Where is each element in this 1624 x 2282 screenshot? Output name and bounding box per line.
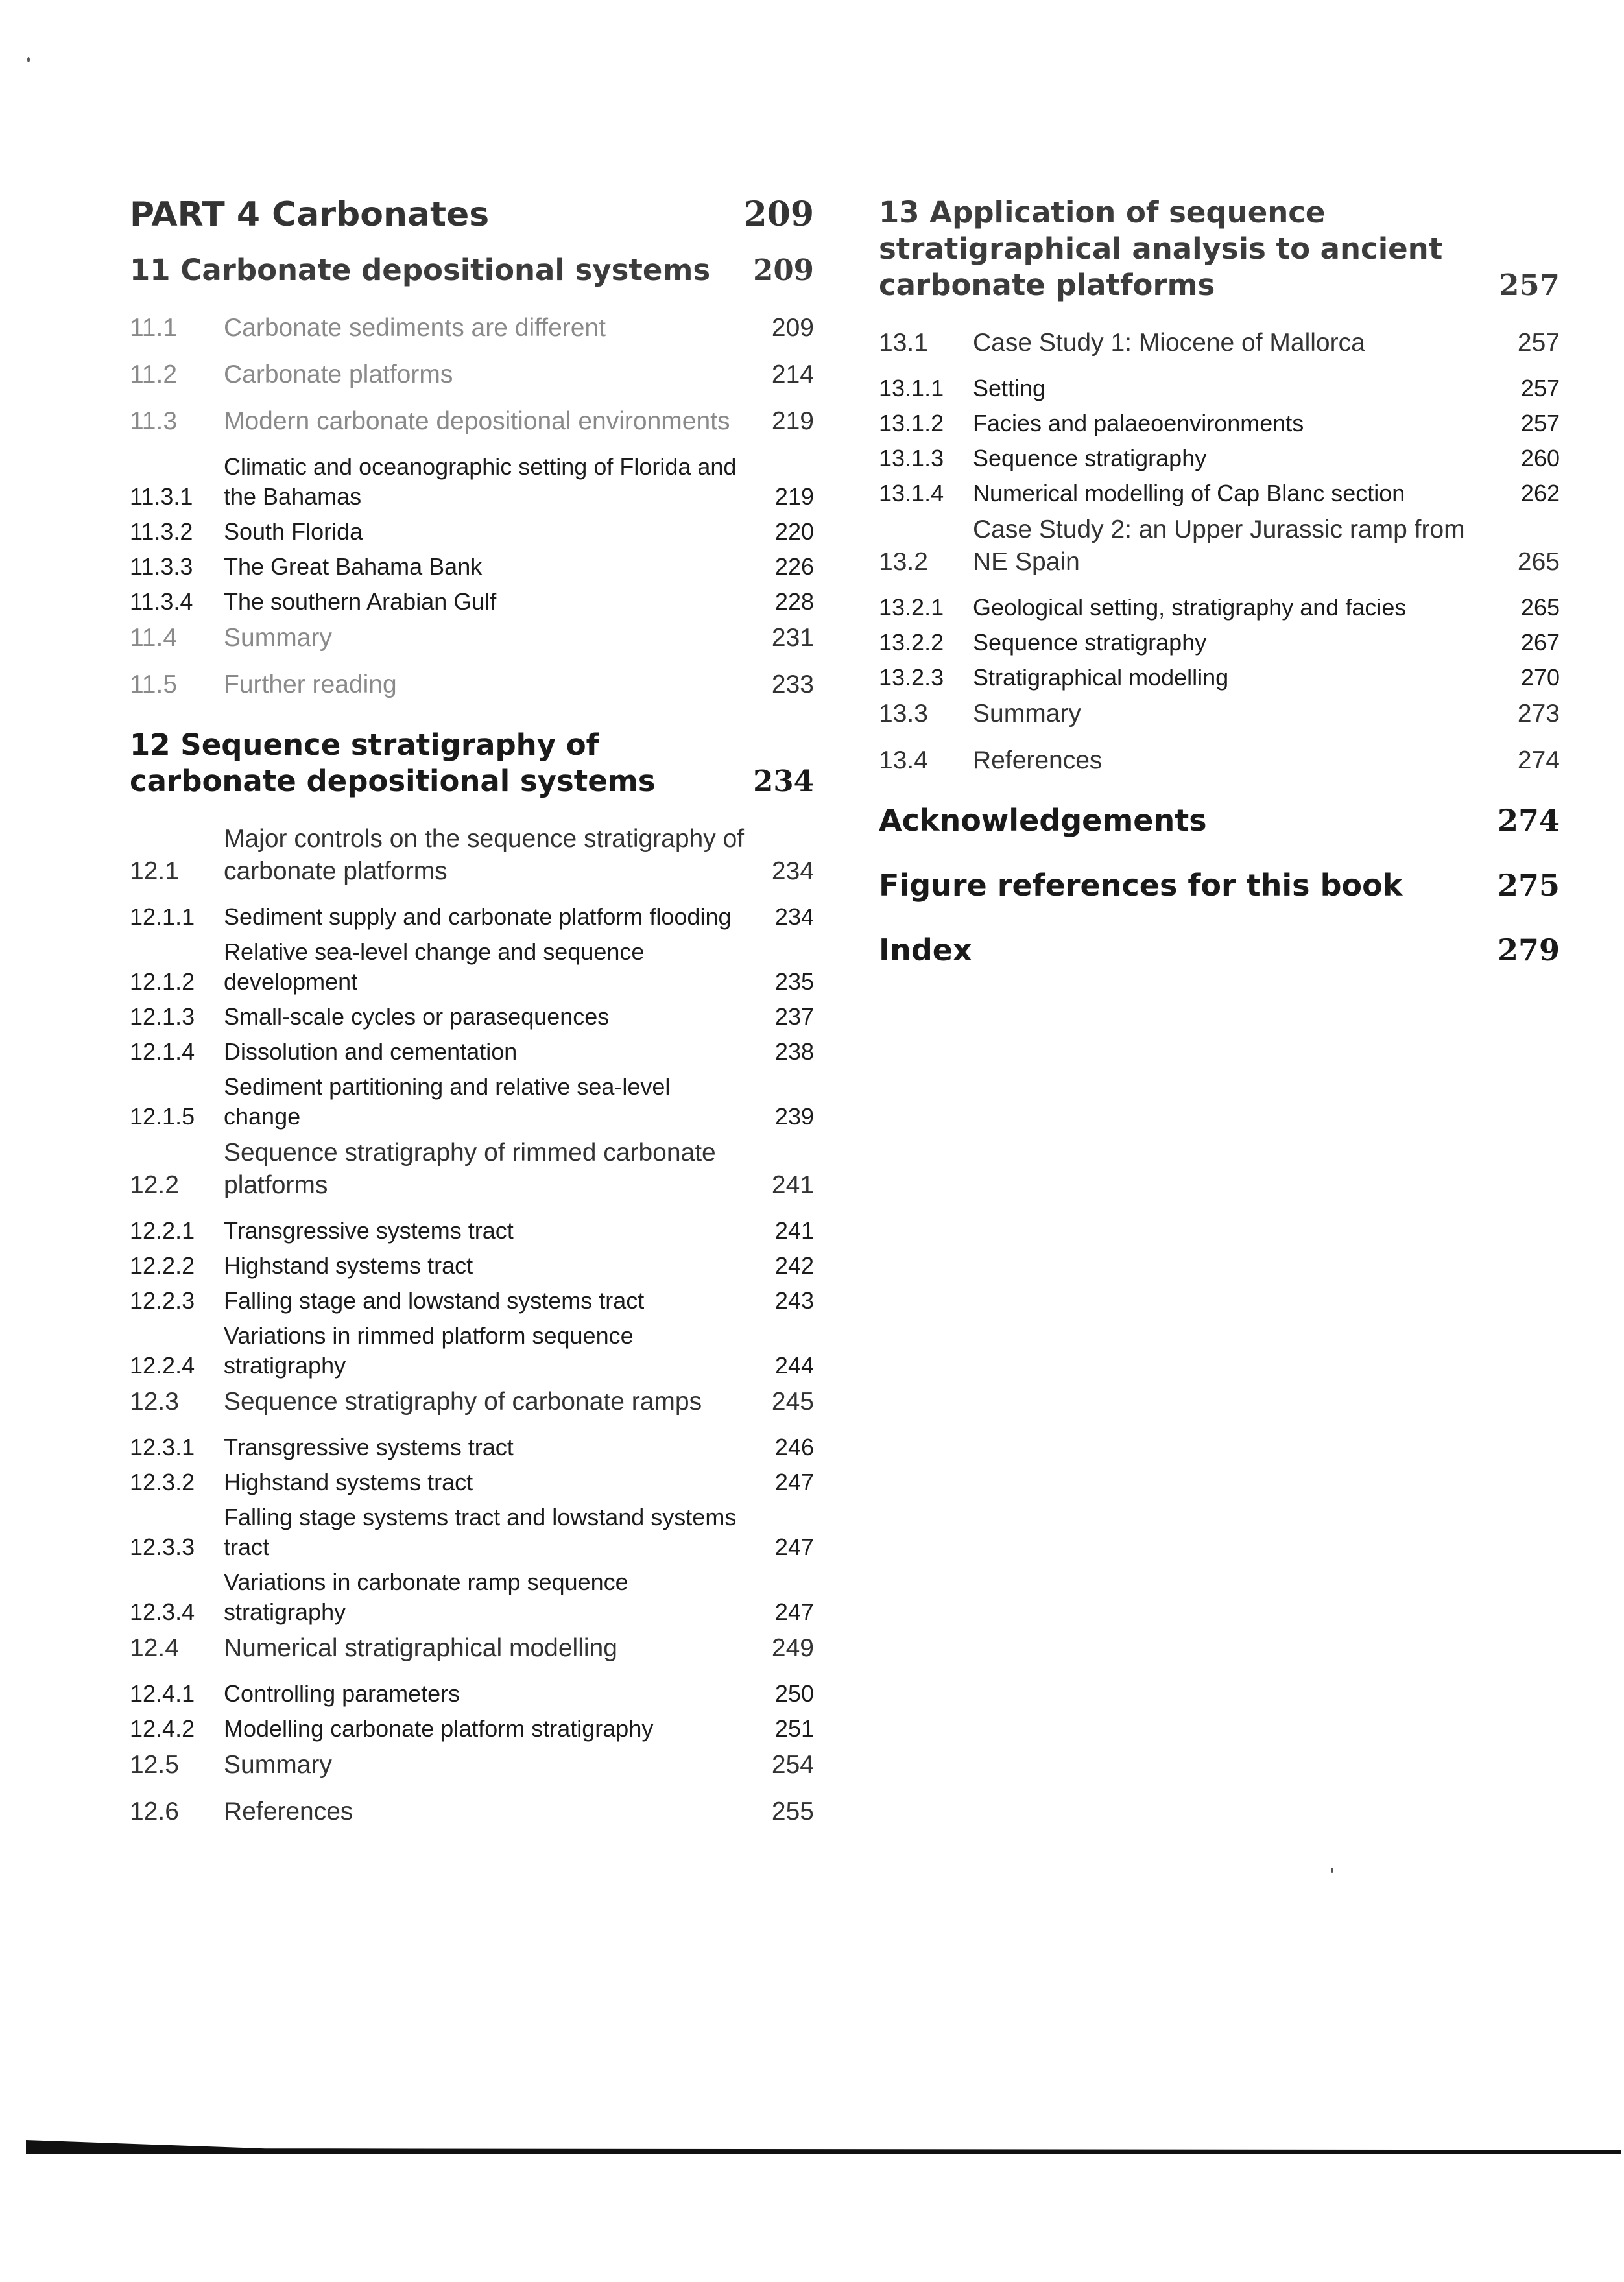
part-page: 209 <box>743 195 814 234</box>
toc-entry <box>130 1632 814 1665</box>
entry-title: Case Study 2: an Upper Jurassic ramp from NE Spain <box>973 516 1465 576</box>
bottom-scan-edge <box>26 2140 1621 2154</box>
entry-title: Variations in carbonate ramp sequence stratigraphy <box>224 1569 628 1625</box>
entry-number: 13.2.3 <box>879 664 944 691</box>
toc-entry <box>879 374 1560 403</box>
entry-page: 239 <box>774 1103 814 1130</box>
toc-entry <box>879 409 1560 438</box>
entry-page: 219 <box>771 407 814 435</box>
toc-entry <box>130 1216 814 1246</box>
entry-title: Facies and palaeoenvironments <box>973 410 1304 436</box>
entry-title: Falling stage and lowstand systems tract <box>224 1287 645 1314</box>
toc-entry <box>130 1037 814 1067</box>
entry-page: 255 <box>771 1798 814 1825</box>
toc-entry <box>879 698 1560 730</box>
entry-title: The Great Bahama Bank <box>224 553 483 580</box>
entry-page: 257 <box>1520 410 1560 436</box>
entry-title: Controlling parameters <box>224 1680 460 1707</box>
entry-page: 247 <box>774 1534 814 1560</box>
entry-page: 246 <box>774 1434 814 1460</box>
index-title: Index <box>879 933 972 968</box>
entry-title: Numerical stratigraphical modelling <box>224 1634 617 1662</box>
toc-entry <box>130 1386 814 1418</box>
entry-number: 11.3.2 <box>130 518 193 545</box>
entry-number: 11.3.3 <box>130 553 193 580</box>
entry-title: The southern Arabian Gulf <box>224 588 497 615</box>
entry-title: Sequence stratigraphy <box>973 445 1207 471</box>
figure-references-title: Figure references for this book <box>879 868 1403 903</box>
entry-number: 12.1 <box>130 857 179 885</box>
entry-number: 12.1.4 <box>130 1038 195 1065</box>
entry-number: 12.2.3 <box>130 1287 195 1314</box>
entry-title: Climatic and oceanographic setting of Florida and the Bahamas <box>224 453 737 510</box>
entry-number: 12.2.1 <box>130 1217 195 1244</box>
chapter-13-entries <box>879 327 1560 777</box>
entry-title: Geological setting, stratigraphy and facies <box>973 594 1407 621</box>
entry-page: 250 <box>774 1680 814 1707</box>
entry-number: 12.2 <box>130 1171 179 1199</box>
entry-page: 234 <box>771 857 814 885</box>
entry-title: Carbonate sediments are different <box>224 314 606 342</box>
chapter-page: 257 <box>1499 268 1560 302</box>
entry-number: 12.3.3 <box>130 1534 195 1560</box>
figure-references-heading <box>879 868 1560 903</box>
entry-title: Transgressive systems tract <box>224 1434 514 1460</box>
index-heading <box>879 933 1560 968</box>
entry-page: 241 <box>774 1217 814 1244</box>
entry-title: Small-scale cycles or parasequences <box>224 1003 610 1030</box>
figure-references-page: 275 <box>1497 868 1560 903</box>
entry-page: 262 <box>1520 480 1560 506</box>
toc-entry <box>130 1796 814 1828</box>
entry-page: 249 <box>771 1634 814 1662</box>
entry-page: 257 <box>1520 375 1560 401</box>
entry-title: Summary <box>224 1751 332 1779</box>
chapter-11-heading <box>130 252 814 289</box>
entry-page: 251 <box>774 1715 814 1742</box>
toc-entry <box>130 359 814 391</box>
left-column <box>130 195 814 1854</box>
chapter-13-heading <box>879 195 1560 303</box>
acknowledgements-heading <box>879 803 1560 838</box>
toc-entry <box>130 1002 814 1032</box>
entry-number: 12.4 <box>130 1634 179 1662</box>
chapter-page: 209 <box>753 253 814 287</box>
entry-number: 12.3.4 <box>130 1599 195 1625</box>
toc-entry <box>130 405 814 438</box>
entry-title: Sequence stratigraphy of rimmed carbonate platforms <box>224 1139 716 1199</box>
entry-number: 12.3.2 <box>130 1469 195 1495</box>
entry-page: 260 <box>1520 445 1560 471</box>
toc-entry <box>879 444 1560 473</box>
toc-entry <box>130 622 814 654</box>
entry-page: 270 <box>1520 664 1560 691</box>
part-heading <box>130 195 814 234</box>
entry-number: 12.1.3 <box>130 1003 195 1030</box>
entry-number: 11.3 <box>130 407 178 435</box>
entry-page: 257 <box>1517 329 1560 357</box>
entry-page: 214 <box>771 361 814 388</box>
entry-title: Summary <box>973 700 1081 728</box>
part-title: PART 4 Carbonates <box>130 195 490 234</box>
entry-number: 12.2.2 <box>130 1252 195 1279</box>
entry-title: References <box>973 746 1103 774</box>
toc-entry <box>879 663 1560 693</box>
entry-number: 12.4.2 <box>130 1715 195 1742</box>
entry-page: 273 <box>1517 700 1560 728</box>
entry-page: 244 <box>774 1352 814 1379</box>
acknowledgements-page: 274 <box>1497 803 1560 838</box>
entry-page: 238 <box>774 1038 814 1065</box>
entry-page: 242 <box>774 1252 814 1279</box>
entry-title: Sediment partitioning and relative sea-level change <box>224 1073 671 1130</box>
toc-entry <box>130 669 814 701</box>
toc-entry <box>879 479 1560 508</box>
entry-title: Stratigraphical modelling <box>973 664 1229 691</box>
chapter-page: 234 <box>753 764 814 798</box>
entry-page: 247 <box>774 1599 814 1625</box>
entry-number: 12.1.1 <box>130 903 195 930</box>
entry-title: Further reading <box>224 671 397 698</box>
acknowledgements-title: Acknowledgements <box>879 803 1207 838</box>
toc-entry <box>130 1503 814 1562</box>
toc-entry <box>130 1251 814 1281</box>
entry-page: 237 <box>774 1003 814 1030</box>
entry-title: Highstand systems tract <box>224 1469 473 1495</box>
toc-entry <box>879 327 1560 359</box>
entry-number: 11.4 <box>130 624 178 652</box>
chapter-12-heading <box>130 727 814 800</box>
entry-page: 243 <box>774 1287 814 1314</box>
toc-entry <box>130 1286 814 1316</box>
entry-title: Numerical modelling of Cap Blanc section <box>973 480 1405 506</box>
scan-speck <box>27 57 30 62</box>
toc-entry <box>130 1679 814 1709</box>
chapter-title: 12 Sequence stratigraphy of carbonate depositional systems <box>130 728 656 798</box>
entry-title: Sequence stratigraphy of carbonate ramps <box>224 1388 702 1416</box>
entry-number: 12.4.1 <box>130 1680 195 1707</box>
entry-page: 219 <box>774 483 814 510</box>
chapter-11-entries <box>130 312 814 701</box>
entry-page: 247 <box>774 1469 814 1495</box>
entry-page: 220 <box>774 518 814 545</box>
toc-entry <box>130 823 814 888</box>
entry-title: Case Study 1: Miocene of Mallorca <box>973 329 1365 357</box>
toc-entry <box>879 593 1560 623</box>
entry-title: Summary <box>224 624 332 652</box>
entry-number: 13.1.2 <box>879 410 944 436</box>
entry-number: 12.1.5 <box>130 1103 195 1130</box>
entry-title: Dissolution and cementation <box>224 1038 518 1065</box>
entry-number: 12.3 <box>130 1388 179 1416</box>
entry-number: 13.1.4 <box>879 480 944 506</box>
entry-title: Major controls on the sequence stratigraphy of carbonate platforms <box>224 825 745 885</box>
entry-number: 13.2.1 <box>879 594 944 621</box>
entry-number: 11.1 <box>130 314 178 342</box>
entry-number: 12.2.4 <box>130 1352 195 1379</box>
entry-number: 11.3.4 <box>130 588 193 615</box>
entry-number: 13.1.3 <box>879 445 944 471</box>
entry-page: 245 <box>771 1388 814 1416</box>
entry-number: 13.2.2 <box>879 629 944 656</box>
toc-entry <box>130 517 814 547</box>
entry-title: Setting <box>973 375 1046 401</box>
entry-title: Modern carbonate depositional environments <box>224 407 730 435</box>
entry-number: 12.5 <box>130 1751 179 1779</box>
entry-title: Variations in rimmed platform sequence stratigraphy <box>224 1322 634 1379</box>
scan-speck <box>1331 1868 1333 1873</box>
entry-number: 13.3 <box>879 700 928 728</box>
toc-entry <box>130 1468 814 1497</box>
chapter-title: 13 Application of sequence stratigraphical analysis to ancient carbonate platforms <box>879 195 1443 302</box>
toc-entry <box>130 552 814 582</box>
entry-page: 265 <box>1520 594 1560 621</box>
entry-number: 12.3.1 <box>130 1434 195 1460</box>
toc-entry <box>130 452 814 512</box>
entry-number: 13.2 <box>879 548 928 576</box>
index-page: 279 <box>1497 933 1560 968</box>
entry-page: 265 <box>1517 548 1560 576</box>
entry-number: 12.6 <box>130 1798 179 1825</box>
entry-page: 241 <box>771 1171 814 1199</box>
entry-page: 231 <box>771 624 814 652</box>
entry-title: Carbonate platforms <box>224 361 453 388</box>
entry-title: Falling stage systems tract and lowstand systems tract <box>224 1504 737 1560</box>
entry-page: 235 <box>774 968 814 995</box>
entry-title: Highstand systems tract <box>224 1252 473 1279</box>
entry-page: 267 <box>1520 629 1560 656</box>
toc-entry <box>130 1321 814 1381</box>
entry-page: 234 <box>774 903 814 930</box>
entry-page: 254 <box>771 1751 814 1779</box>
toc-entry <box>130 1749 814 1781</box>
entry-title: Modelling carbonate platform stratigraphy <box>224 1715 654 1742</box>
entry-page: 233 <box>771 671 814 698</box>
entry-title: References <box>224 1798 353 1825</box>
right-column <box>879 195 1560 997</box>
entry-title: Relative sea-level change and sequence development <box>224 938 645 995</box>
toc-entry <box>130 937 814 997</box>
entry-title: Transgressive systems tract <box>224 1217 514 1244</box>
toc-entry <box>879 744 1560 777</box>
entry-number: 13.4 <box>879 746 928 774</box>
toc-entry <box>130 312 814 344</box>
toc-entry <box>130 1432 814 1462</box>
entry-page: 228 <box>774 588 814 615</box>
entry-title: Sediment supply and carbonate platform flooding <box>224 903 732 930</box>
toc-entry <box>130 902 814 932</box>
entry-page: 274 <box>1517 746 1560 774</box>
entry-number: 13.1.1 <box>879 375 944 401</box>
entry-page: 226 <box>774 553 814 580</box>
entry-number: 12.1.2 <box>130 968 195 995</box>
entry-number: 11.2 <box>130 361 178 388</box>
toc-entry <box>879 628 1560 658</box>
toc-entry <box>130 1072 814 1132</box>
entry-page: 209 <box>771 314 814 342</box>
toc-entry <box>130 587 814 617</box>
toc-entry <box>130 1137 814 1202</box>
toc-entry <box>130 1567 814 1627</box>
chapter-title: 11 Carbonate depositional systems <box>130 253 711 287</box>
entry-number: 13.1 <box>879 329 928 357</box>
entry-title: South Florida <box>224 518 363 545</box>
toc-entry <box>130 1714 814 1744</box>
entry-title: Sequence stratigraphy <box>973 629 1207 656</box>
entry-number: 11.3.1 <box>130 483 193 510</box>
chapter-12-entries <box>130 823 814 1828</box>
entry-number: 11.5 <box>130 671 178 698</box>
toc-entry <box>879 514 1560 578</box>
